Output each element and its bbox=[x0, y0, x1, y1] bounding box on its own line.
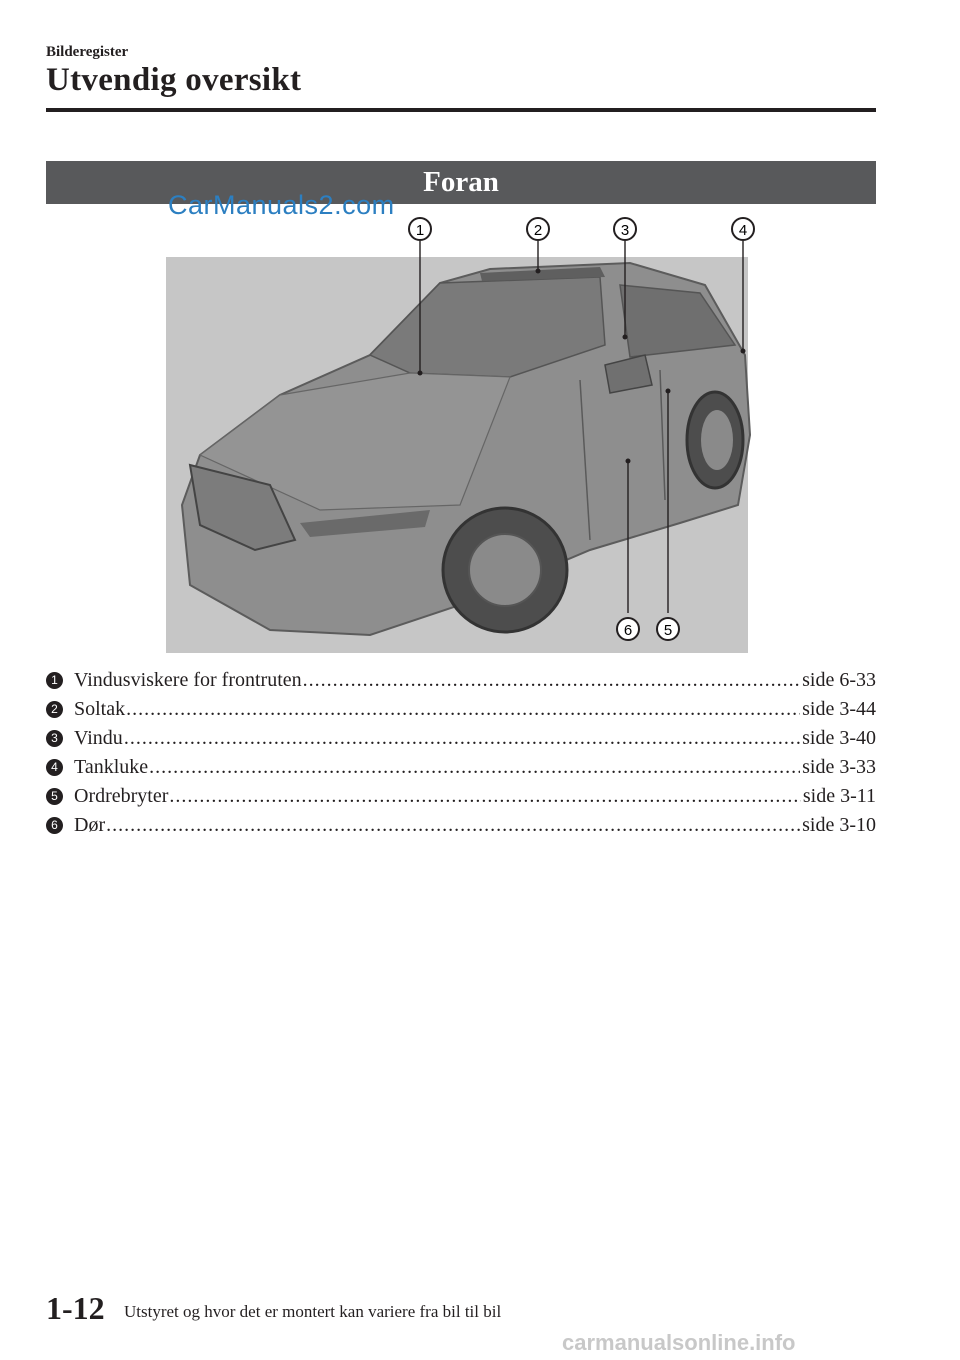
dot-leader bbox=[149, 753, 800, 782]
callout-4-label: 4 bbox=[738, 222, 748, 239]
title-rule bbox=[46, 108, 876, 112]
page-reference-link[interactable]: side 3-33 bbox=[800, 753, 876, 782]
item-label: Vindu bbox=[74, 724, 124, 753]
item-label: Ordrebryter bbox=[74, 782, 169, 811]
list-item bbox=[46, 782, 876, 811]
callout-2-label: 2 bbox=[533, 222, 543, 239]
list-item bbox=[46, 753, 876, 782]
callout-6-label: 6 bbox=[623, 622, 633, 639]
page-number: 1-12 bbox=[46, 1290, 105, 1326]
dot-leader bbox=[169, 782, 800, 811]
callout-3-label: 3 bbox=[620, 222, 630, 239]
callout-2 bbox=[527, 218, 549, 240]
item-label: Vindusviskere for frontruten bbox=[74, 666, 303, 695]
item-number: 5 bbox=[46, 788, 63, 805]
dot-leader bbox=[303, 666, 800, 695]
item-number: 6 bbox=[46, 817, 63, 834]
watermark-bottom: carmanualsonline.info bbox=[562, 1330, 796, 1355]
list-item bbox=[46, 666, 876, 695]
item-label: Soltak bbox=[74, 695, 126, 724]
item-number: 1 bbox=[46, 672, 63, 689]
dot-leader bbox=[106, 811, 800, 840]
callout-5 bbox=[657, 618, 679, 640]
page-reference-link[interactable]: side 3-10 bbox=[800, 811, 876, 840]
list-item bbox=[46, 695, 876, 724]
page-reference-link[interactable]: side 3-44 bbox=[800, 695, 876, 724]
watermark-top: CarManuals2.com bbox=[168, 190, 395, 220]
list-item bbox=[46, 724, 876, 753]
callout-5-label: 5 bbox=[663, 622, 673, 639]
page-reference-link[interactable]: side 3-11 bbox=[801, 782, 876, 811]
callout-6 bbox=[617, 618, 639, 640]
parts-list bbox=[46, 666, 876, 840]
dot-leader bbox=[124, 724, 800, 753]
item-label: Tankluke bbox=[74, 753, 149, 782]
callout-1 bbox=[409, 218, 431, 240]
list-item bbox=[46, 811, 876, 840]
callout-4 bbox=[732, 218, 754, 240]
section-label: Bilderegister bbox=[46, 44, 129, 60]
item-number: 3 bbox=[46, 730, 63, 747]
car-illustration bbox=[160, 205, 760, 655]
footer-note: Utstyret og hvor det er montert kan variere fra bil til bil bbox=[124, 1302, 502, 1321]
dot-leader bbox=[126, 695, 800, 724]
item-label: Dør bbox=[74, 811, 106, 840]
page-reference-link[interactable]: side 3-40 bbox=[800, 724, 876, 753]
section-banner: Foran bbox=[46, 161, 876, 204]
callout-1-label: 1 bbox=[415, 222, 425, 239]
callout-3 bbox=[614, 218, 636, 240]
item-number: 4 bbox=[46, 759, 63, 776]
page-reference-link[interactable]: side 6-33 bbox=[800, 666, 876, 695]
page-title: Utvendig oversikt bbox=[46, 62, 302, 98]
item-number: 2 bbox=[46, 701, 63, 718]
